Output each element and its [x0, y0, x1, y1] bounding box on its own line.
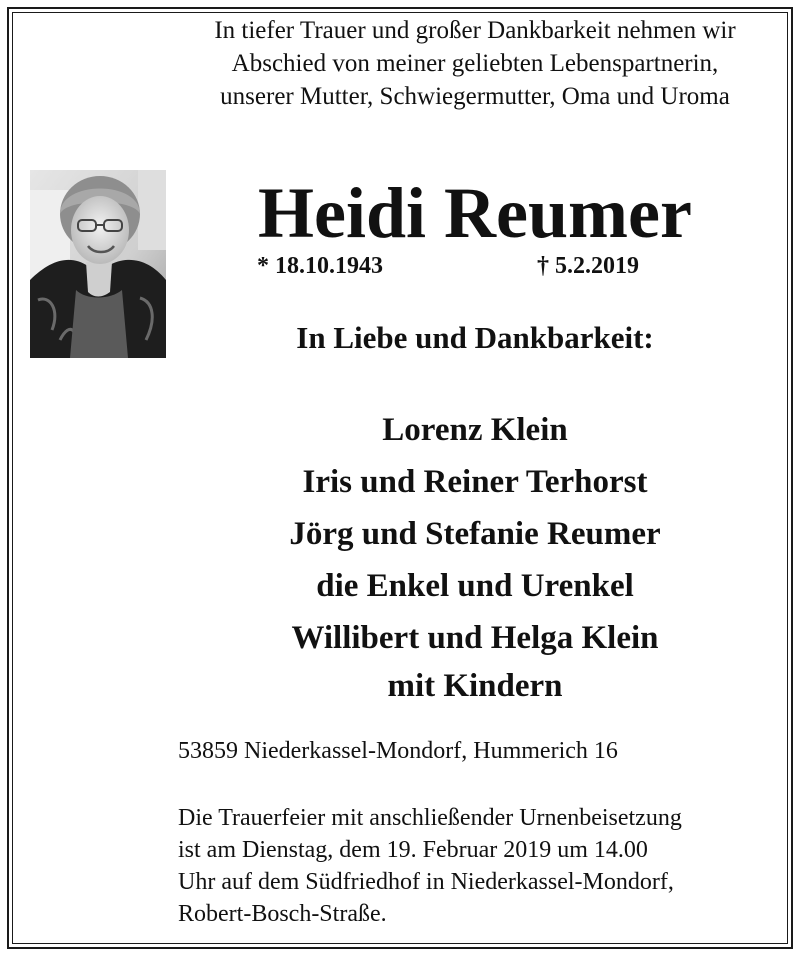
- ceremony-line: Die Trauerfeier mit anschließender Urnenbeisetzung: [178, 805, 682, 831]
- ceremony-line: Uhr auf dem Südfriedhof in Niederkassel-Mondorf,: [178, 869, 674, 895]
- address: 53859 Niederkassel-Mondorf, Hummerich 16: [178, 738, 618, 764]
- deceased-name: Heidi Reumer: [258, 173, 692, 253]
- mourner-line: Lorenz Klein: [382, 412, 568, 448]
- intro-text: [140, 14, 800, 113]
- birth-date: * 18.10.1943: [257, 253, 383, 279]
- intro-line: unserer Mutter, Schwiegermutter, Oma und Uroma: [220, 83, 730, 110]
- mourner-line: Willibert und Helga Klein: [291, 620, 659, 656]
- mourner-line: Jörg und Stefanie Reumer: [289, 516, 661, 552]
- mourner-line: Iris und Reiner Terhorst: [302, 464, 648, 500]
- dedication-heading: In Liebe und Dankbarkeit:: [296, 320, 654, 355]
- mourner-line: mit Kindern: [387, 668, 563, 704]
- ceremony-line: ist am Dienstag, dem 19. Februar 2019 um 14.00: [178, 837, 648, 863]
- portrait-photo-icon: [30, 170, 166, 358]
- mourner-line: die Enkel und Urenkel: [316, 568, 634, 604]
- intro-line: Abschied von meiner geliebten Lebenspartnerin,: [231, 50, 719, 77]
- ceremony-line: Robert-Bosch-Straße.: [178, 901, 387, 927]
- intro-line: In tiefer Trauer und großer Dankbarkeit nehmen wir: [214, 17, 736, 44]
- portrait-photo: [30, 170, 166, 358]
- death-date: † 5.2.2019: [537, 253, 639, 279]
- ceremony-info: [178, 802, 682, 930]
- mourners-list: [150, 404, 800, 708]
